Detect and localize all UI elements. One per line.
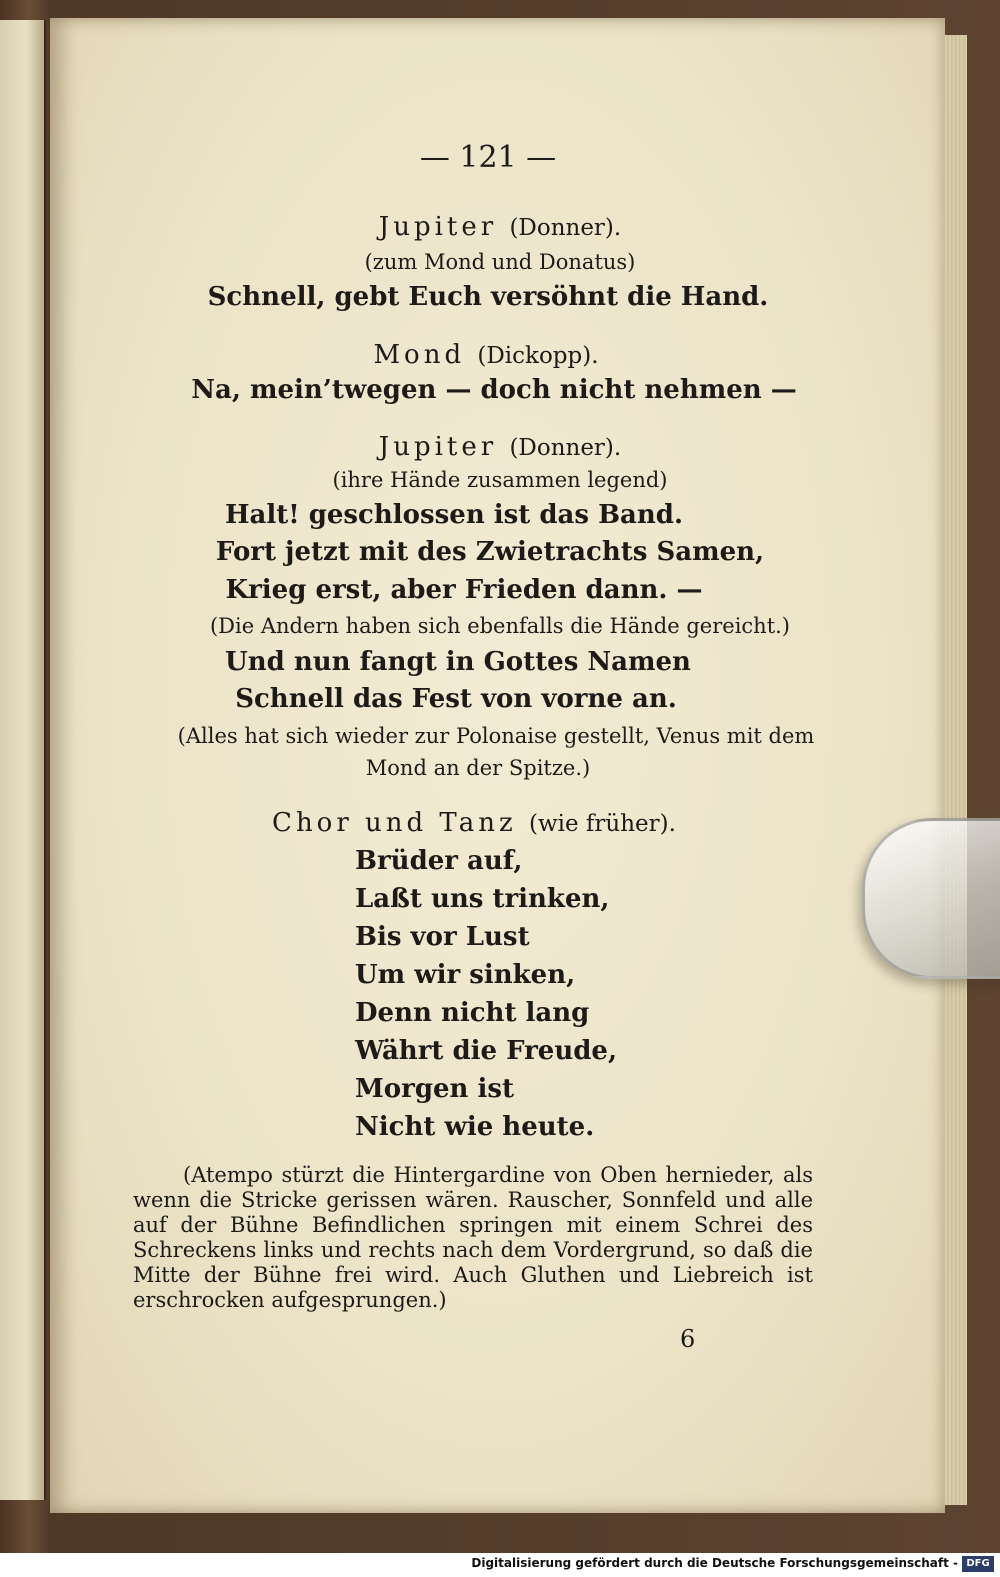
speaker-jupiter: [0, 212, 1000, 242]
chorus-line: Währt die Freude,: [355, 1036, 618, 1066]
stage-direction: (Die Andern haben sich ebenfalls die Hände gereicht.): [209, 614, 791, 638]
funding-credit: Digitalisierung gefördert durch die Deutsche Forschungsgemeinschaft -: [471, 1556, 958, 1570]
verse-line: Schnell das Fest von vorne an.: [235, 684, 677, 714]
chorus-line: Brüder auf,: [355, 846, 523, 876]
verse-line: Halt! geschlossen ist das Band.: [224, 500, 684, 530]
page-number: — 121 —: [419, 140, 557, 175]
speaker-note: (Dickopp).: [477, 343, 599, 369]
stage-direction: (zum Mond und Donatus): [364, 250, 636, 274]
chorus-line: Um wir sinken,: [355, 960, 576, 990]
speaker-note: (Donner).: [509, 215, 622, 241]
stage-direction: (ihre Hände zusammen legend): [332, 468, 668, 492]
chorus-line: Nicht wie heute.: [355, 1112, 595, 1142]
chorus-line: Bis vor Lust: [355, 922, 530, 952]
speaker-name: Chor und Tanz: [272, 808, 517, 838]
speaker-name: Mond: [373, 340, 466, 370]
verse-line: Krieg erst, aber Frieden dann. —: [225, 575, 703, 605]
dfg-logo: DFG: [962, 1556, 994, 1572]
verse-line: Fort jetzt mit des Zwietrachts Samen,: [215, 537, 765, 567]
speaker-note: (Donner).: [509, 435, 622, 461]
speaker-mond: [0, 340, 986, 370]
chorus-line: Morgen ist: [355, 1074, 515, 1104]
digitization-footer: [0, 1553, 1000, 1577]
speaker-note: (wie früher).: [528, 811, 676, 837]
verse-line: Na, mein’twegen — doch nicht nehmen —: [191, 375, 797, 405]
speaker-jupiter: [0, 432, 1000, 462]
speaker-name: Jupiter: [378, 212, 498, 242]
glass-page-clip: [862, 818, 1000, 979]
stage-direction-paragraph: (Atempo stürzt die Hintergardine von Oben hernieder, als wenn die Stricke gerissen wären. Rauscher, Sonnfeld und alle auf der Bühne Befindlichen springen mit einem Schrei des Schreckens links und rechts nach dem Vordergrund, so daß die Mitte der Bühne frei wird. Auch Gluthen und Liebreich ist erschrocken aufgesprungen.): [133, 1163, 813, 1312]
chorus-line: Denn nicht lang: [355, 998, 590, 1028]
stage-direction: (Alles hat sich wieder zur Polonaise gestellt, Venus mit dem: [177, 724, 815, 748]
speaker-name: Jupiter: [378, 432, 498, 462]
signature-mark: 6: [680, 1325, 696, 1353]
verse-line: Und nun fangt in Gottes Namen: [225, 647, 691, 677]
stage-direction: Mond an der Spitze.): [365, 756, 591, 780]
verse-line: Schnell, gebt Euch versöhnt die Hand.: [207, 282, 769, 312]
chorus-line: Laßt uns trinken,: [355, 884, 610, 914]
speaker-chor-und-tanz: [0, 808, 974, 838]
